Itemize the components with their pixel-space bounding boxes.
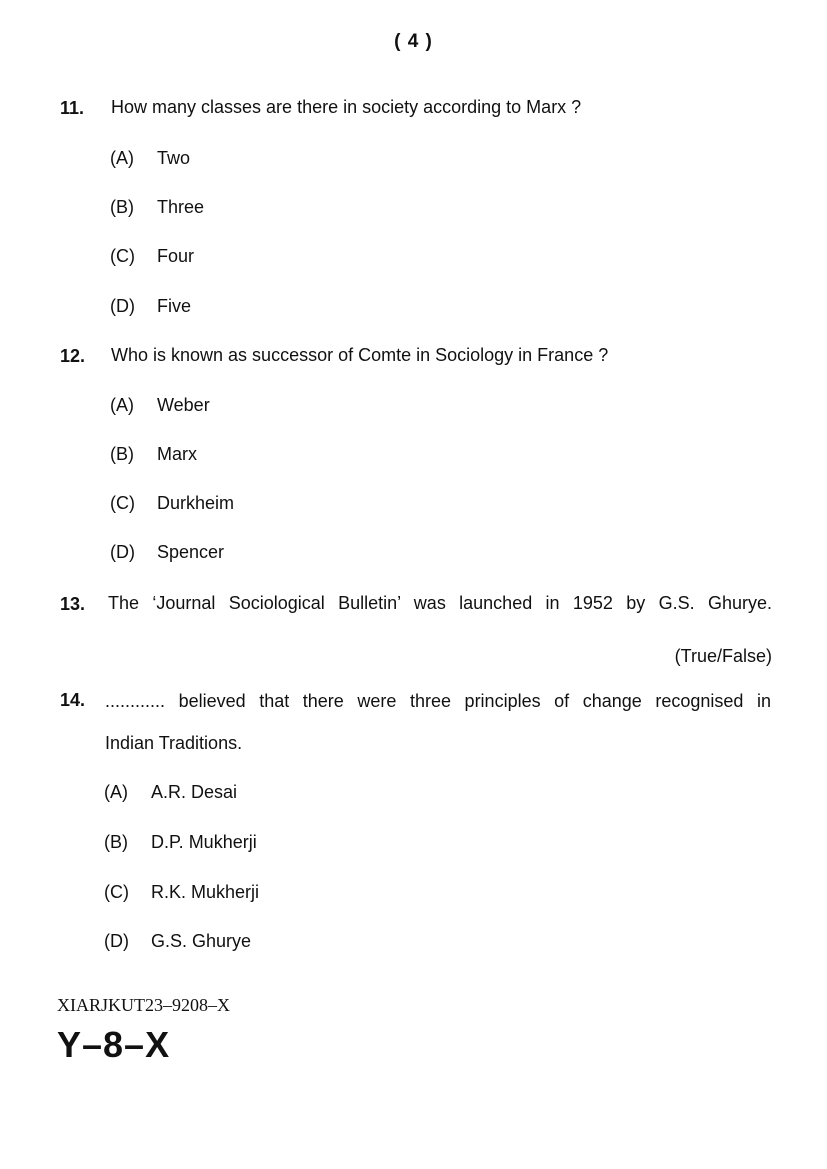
option-text: Five — [157, 296, 192, 316]
option-text: Three — [157, 197, 205, 217]
series-code: Y–8–X — [57, 1024, 171, 1065]
option-label: (D) — [110, 542, 135, 562]
option-text: Four — [157, 246, 195, 266]
option-text: Weber — [157, 395, 210, 415]
option-text: Durkheim — [157, 493, 235, 513]
option-label: (B) — [110, 197, 134, 217]
question-text-line-1: ............ believed that there were three principles of change recognised in — [105, 691, 771, 711]
option-label: (D) — [110, 296, 135, 316]
option-label: (A) — [104, 782, 128, 802]
option-text: Spencer — [157, 542, 225, 562]
option-label: (C) — [104, 882, 129, 902]
option-text: R.K. Mukherji — [151, 882, 260, 902]
page-number: ( 4 ) — [394, 31, 433, 52]
question-text-line-2: Indian Traditions. — [105, 733, 243, 753]
question-number: 12. — [60, 346, 86, 366]
option-label: (D) — [104, 931, 129, 951]
option-label: (C) — [110, 246, 135, 266]
question-number: 13. — [60, 594, 86, 614]
question-text: How many classes are there in society according to Marx ? — [111, 97, 582, 117]
option-text: D.P. Mukherji — [151, 832, 257, 852]
option-text: Marx — [157, 444, 197, 464]
paper-code: XIARJKUT23–9208–X — [57, 995, 230, 1015]
option-text: G.S. Ghurye — [151, 931, 252, 951]
question-number: 11. — [60, 98, 85, 118]
option-text: A.R. Desai — [151, 782, 238, 802]
option-label: (B) — [104, 832, 128, 852]
question-number: 14. — [60, 690, 86, 710]
question-text: The ‘Journal Sociological Bulletin’ was launched in 1952 by G.S. Ghurye. — [108, 593, 772, 613]
option-label: (A) — [110, 395, 134, 415]
option-text: Two — [157, 148, 191, 168]
true-false-hint: (True/False) — [674, 646, 772, 666]
option-label: (B) — [110, 444, 134, 464]
option-label: (C) — [110, 493, 135, 513]
question-text: Who is known as successor of Comte in Sociology in France ? — [111, 345, 609, 365]
option-label: (A) — [110, 148, 134, 168]
